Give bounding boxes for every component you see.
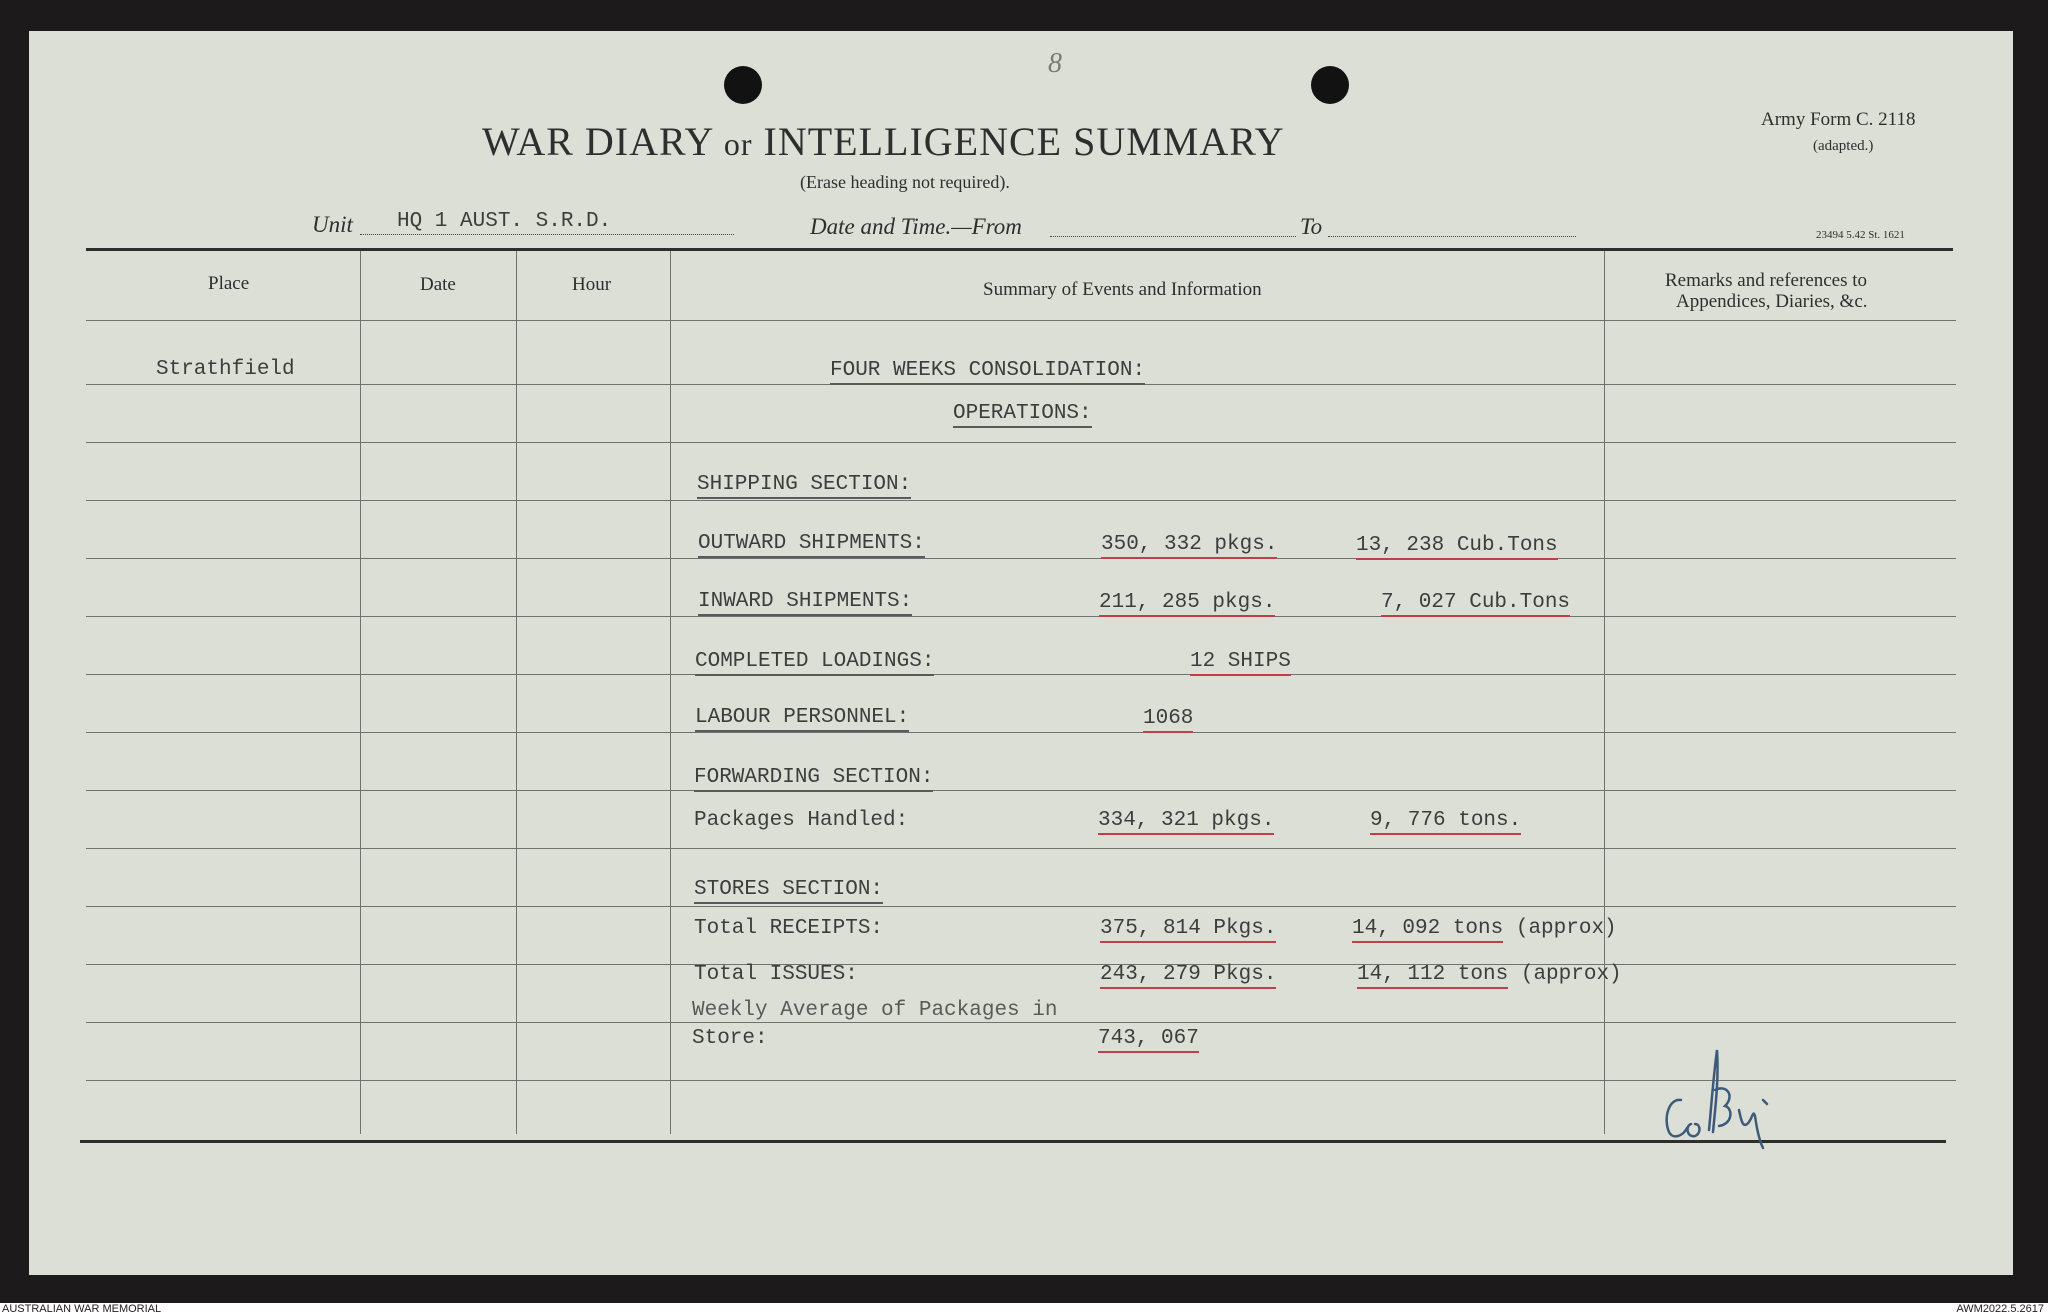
ruled-line: [86, 906, 1956, 907]
col-header-remarks-1: Remarks and references to: [1665, 270, 1868, 291]
footer-archive-name: AUSTRALIAN WAR MEMORIAL: [2, 1303, 162, 1315]
unit-label: Unit: [312, 212, 353, 237]
total-issues-note: (approx): [1520, 963, 1622, 986]
form-title: [482, 118, 1285, 165]
punch-hole-left: [724, 66, 762, 104]
ruled-line: [86, 848, 1956, 849]
total-issues-label: Total ISSUES:: [694, 963, 858, 986]
ruled-line: [86, 442, 1956, 443]
total-issues-pkgs: 243, 279 Pkgs.: [1100, 963, 1276, 989]
packages-handled-label: Packages Handled:: [694, 809, 909, 832]
labour-personnel-value: 1068: [1143, 707, 1193, 733]
completed-loadings-label: COMPLETED LOADINGS:: [695, 650, 934, 676]
heading-four-weeks: FOUR WEEKS CONSOLIDATION:: [830, 359, 1145, 385]
to-label: To: [1300, 214, 1323, 239]
heading-operations: OPERATIONS:: [953, 402, 1092, 428]
date-from-dotted-line: [1050, 236, 1296, 237]
adapted-note: (adapted.): [1813, 138, 1874, 154]
ruled-line: [86, 674, 1956, 675]
outward-tons-value: 13, 238 Cub.Tons: [1356, 534, 1558, 560]
weekly-average-value: 743, 067: [1098, 1027, 1199, 1053]
place-entry: Strathfield: [156, 358, 295, 381]
col-header-hour: Hour: [572, 274, 612, 295]
packages-handled-tons: 9, 776 tons.: [1370, 809, 1521, 835]
ruled-line: [86, 964, 1956, 965]
army-form-number: Army Form C. 2118: [1761, 109, 1916, 130]
erase-note: (Erase heading not required).: [800, 172, 1010, 192]
outward-shipments-label: OUTWARD SHIPMENTS:: [698, 532, 925, 558]
total-receipts-note: (approx): [1515, 917, 1617, 940]
col-header-date: Date: [420, 274, 456, 295]
ruled-line: [86, 1022, 1956, 1023]
inward-tons-value: 7, 027 Cub.Tons: [1381, 591, 1570, 617]
total-receipts-pkgs: 375, 814 Pkgs.: [1100, 917, 1276, 943]
ruled-line: [86, 558, 1956, 559]
title-war-diary: WAR DIARY: [482, 119, 713, 164]
col-header-place: Place: [208, 273, 250, 294]
stores-section-heading: STORES SECTION:: [694, 878, 883, 904]
page-number: 8: [1048, 48, 1062, 79]
col-header-summary: Summary of Events and Information: [983, 279, 1262, 300]
total-receipts-tons-wrap: [1352, 917, 1617, 940]
labour-personnel-label: LABOUR PERSONNEL:: [695, 706, 909, 732]
total-receipts-tons: 14, 092 tons: [1352, 917, 1503, 943]
total-receipts-label: Total RECEIPTS:: [694, 917, 884, 940]
title-intelligence-summary: INTELLIGENCE SUMMARY: [763, 119, 1285, 164]
signature: [1655, 1040, 1805, 1160]
print-code: 23494 5.42 St. 1621: [1816, 229, 1905, 241]
punch-hole-right: [1311, 66, 1349, 104]
ruled-line: [86, 500, 1956, 501]
ruled-line: [86, 790, 1956, 791]
col-header-remarks-2: Appendices, Diaries, &c.: [1676, 291, 1868, 312]
ruled-line: [86, 732, 1956, 733]
date-time-label: Date and Time.—From: [810, 214, 1022, 239]
total-issues-tons-wrap: [1357, 963, 1622, 986]
completed-loadings-value: 12 SHIPS: [1190, 650, 1291, 676]
forwarding-section-heading: FORWARDING SECTION:: [694, 766, 933, 792]
ruled-line: [86, 616, 1956, 617]
weekly-average-label-1: Weekly Average of Packages in: [692, 999, 1058, 1022]
unit-value: HQ 1 AUST. S.R.D.: [397, 210, 612, 233]
shipping-section-heading: SHIPPING SECTION:: [697, 473, 911, 499]
weekly-average-label-2: Store:: [692, 1027, 768, 1050]
inward-shipments-label: INWARD SHIPMENTS:: [698, 590, 912, 616]
inward-pkgs-value: 211, 285 pkgs.: [1099, 591, 1275, 617]
packages-handled-pkgs: 334, 321 pkgs.: [1098, 809, 1274, 835]
ruled-line: [86, 320, 1956, 321]
table-top-rule: [86, 248, 1953, 251]
unit-dotted-line: [360, 234, 734, 235]
title-or: or: [723, 126, 753, 162]
total-issues-tons: 14, 112 tons: [1357, 963, 1508, 989]
footer-item-id: AWM2022.5.2617: [1956, 1303, 2044, 1315]
outward-pkgs-value: 350, 332 pkgs.: [1101, 533, 1277, 559]
date-to-dotted-line: [1328, 236, 1576, 237]
